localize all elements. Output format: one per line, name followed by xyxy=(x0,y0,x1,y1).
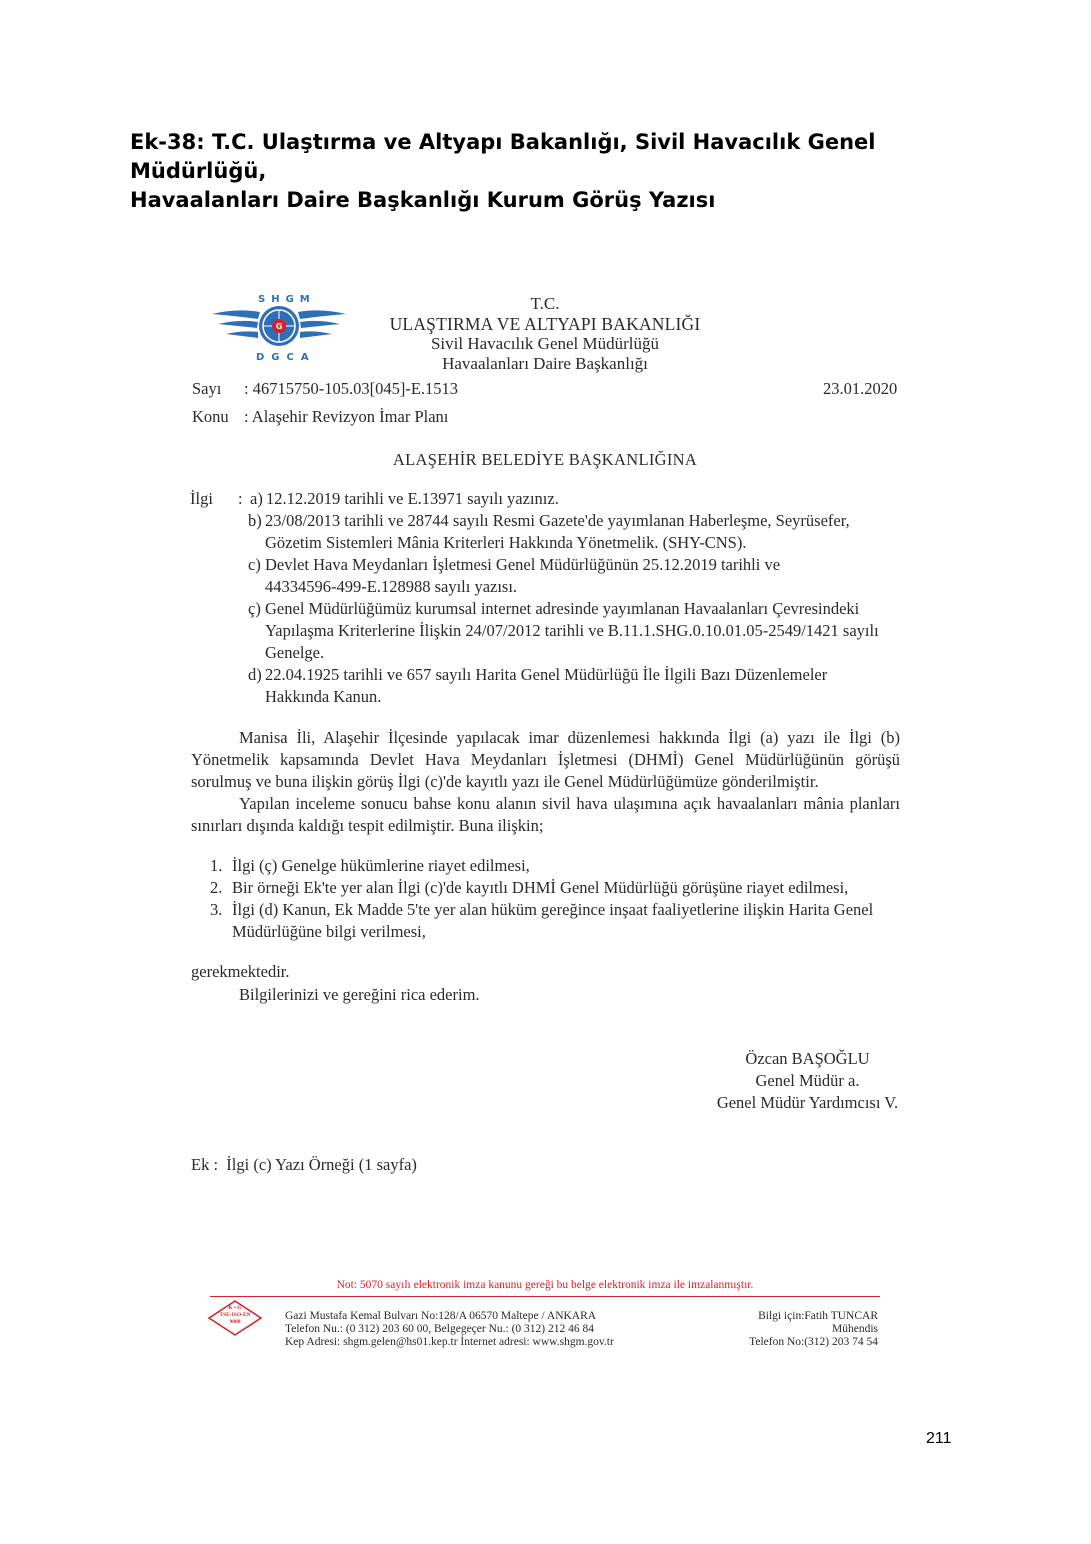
ilgi-references xyxy=(190,488,910,713)
body-p1-text: Manisa İli, Alaşehir İlçesinde yapılacak imar düzenlemesi hakkında İlgi (a) yazı ile İlgi (b) Yönetmelik kapsamında Devlet Hava Meydanları İşletmesi (DHMİ) Genel Müdürlüğünün görüşü sorulmuş ve buna ilişkin görüş İlgi (c)'de kayıtlı yazı ile Genel Müdürlüğümüze gönderilmiştir. xyxy=(191,728,900,791)
footer-kep: Kep Adresi: shgm.gelen@hs01.kep.tr İnternet adresi: www.shgm.gov.tr xyxy=(285,1336,614,1348)
list-text: İlgi (ç) Genelge hükümlerine riayet edilmesi, xyxy=(232,856,530,875)
footer-info-phone: Telefon No:(312) 203 74 54 xyxy=(749,1336,878,1348)
ilgi-marker-cc: ç) xyxy=(248,599,261,618)
org-line-3: Sivil Havacılık Genel Müdürlüğü xyxy=(430,334,660,353)
footer-info-role: Mühendis xyxy=(832,1323,878,1335)
footer-divider xyxy=(210,1296,880,1297)
ilgi-marker-d: d) xyxy=(248,665,262,684)
list-item xyxy=(210,855,910,877)
ilgi-cc-line-2: Yapılaşma Kriterlerine İlişkin 24/07/2012 tarihli ve B.11.1.SHG.0.10.01.05-2549/1421 sayılı xyxy=(265,621,879,640)
body-paragraph-2 xyxy=(191,793,900,837)
list-text: İlgi (d) Kanun, Ek Madde 5'te yer alan hüküm gereğince inşaat faaliyetlerine ilişkin Harita Genel Müdürlüğüne bilgi verilmesi, xyxy=(232,900,874,941)
stamp-line-1: K • G xyxy=(228,1305,242,1311)
footer-info-person: Bilgi için:Fatih TUNCAR xyxy=(758,1310,878,1322)
ilgi-c-line-1: Devlet Hava Meydanları İşletmesi Genel Müdürlüğünün 25.12.2019 tarihli ve xyxy=(265,555,781,574)
ilgi-colon: : xyxy=(238,489,243,508)
signatory-name: Özcan BAŞOĞLU xyxy=(745,1049,870,1068)
shgm-wings-logo-icon xyxy=(208,292,350,368)
attachment-note: Ek : İlgi (c) Yazı Örneği (1 sayfa) xyxy=(191,1155,417,1174)
closing-line-1: gerekmektedir. xyxy=(191,962,290,981)
footer-address: Gazi Mustafa Kemal Bulvarı No:128/A 06570 Maltepe / ANKARA xyxy=(285,1310,597,1322)
list-number: 3. xyxy=(210,900,223,919)
appendix-heading xyxy=(130,128,1010,215)
signature-block xyxy=(700,1048,915,1114)
list-number: 1. xyxy=(210,856,223,875)
konu-value: : Alaşehir Revizyon İmar Planı xyxy=(244,407,449,426)
ilgi-label: İlgi xyxy=(190,489,213,508)
footer-info xyxy=(700,1310,878,1349)
ilgi-cc-line-1: Genel Müdürlüğümüz kurumsal internet adresinde yayımlanan Havaalanları Çevresindeki xyxy=(265,599,860,618)
tse-iso-stamp-icon xyxy=(208,1300,262,1336)
ilgi-c-line-2: 44334596-499-E.128988 sayılı yazısı. xyxy=(265,577,518,596)
requirements-list xyxy=(210,855,910,943)
list-item xyxy=(210,877,910,899)
heading-line-1: Ek-38: T.C. Ulaştırma ve Altyapı Bakanlığı, Sivil Havacılık Genel Müdürlüğü, xyxy=(130,130,876,183)
ilgi-marker-b: b) xyxy=(248,511,262,530)
ilgi-cc-line-3: Genelge. xyxy=(265,643,325,662)
closing-line-2: Bilgilerinizi ve gereğini rica ederim. xyxy=(239,985,480,1004)
stamp-line-2: TSE-ISO-EN xyxy=(219,1312,251,1318)
body-paragraph-1 xyxy=(191,727,900,793)
sayi-value: : 46715750-105.03[045]-E.1513 xyxy=(244,379,459,398)
konu-label: Konu xyxy=(192,407,229,426)
ilgi-b-line-2: Gözetim Sistemleri Mânia Kriterleri Hakkında Yönetmelik. (SHY-CNS). xyxy=(265,533,747,552)
list-text: Bir örneği Ek'te yer alan İlgi (c)'de kayıtlı DHMİ Genel Müdürlüğü görüşüne riayet edilmesi, xyxy=(232,878,849,897)
org-line-4: Havaalanları Daire Başkanlığı xyxy=(442,354,648,373)
list-item xyxy=(210,899,910,943)
org-line-2: ULAŞTIRMA VE ALTYAPI BAKANLIĞI xyxy=(389,314,701,334)
signatory-title-1: Genel Müdür a. xyxy=(755,1071,860,1090)
ilgi-b-line-1: 23/08/2013 tarihli ve 28744 sayılı Resmi Gazete'de yayımlanan Haberleşme, Seyrüsefer, xyxy=(265,511,850,530)
list-number: 2. xyxy=(210,878,223,897)
svg-text:G: G xyxy=(275,322,283,331)
logo-bottom-text: DGCA xyxy=(256,352,316,363)
sayi-label: Sayı xyxy=(192,379,222,398)
addressee: ALAŞEHİR BELEDİYE BAŞKANLIĞINA xyxy=(392,450,698,469)
org-line-1: T.C. xyxy=(530,294,560,313)
logo-top-text: SHGM xyxy=(258,294,316,305)
body-p2-text: Yapılan inceleme sonucu bahse konu alanın sivil hava ulaşımına açık havaalanları mânia planları sınırları dışında kaldığı tespit edilmiştir. Buna ilişkin; xyxy=(191,794,900,835)
ilgi-d-line-1: 22.04.1925 tarihli ve 657 sayılı Harita Genel Müdürlüğü İle İlgili Bazı Düzenlemeler xyxy=(265,665,828,684)
page-number: 211 xyxy=(926,1430,952,1447)
heading-line-2: Havaalanları Daire Başkanlığı Kurum Görüş Yazısı xyxy=(130,188,716,212)
e-signature-note: Not: 5070 sayılı elektronik imza kanunu gereği bu belge elektronik imza ile imzalanmıştır. xyxy=(336,1279,754,1291)
ilgi-marker-c: c) xyxy=(248,555,261,574)
footer-phone: Telefon Nu.: (0 312) 203 60 00, Belgegeçer Nu.: (0 312) 212 46 84 xyxy=(285,1323,594,1335)
ilgi-d-line-2: Hakkında Kanun. xyxy=(265,687,382,706)
stamp-line-3: 9000 xyxy=(229,1319,241,1325)
document-date: 23.01.2020 xyxy=(823,379,898,398)
ilgi-marker-a: a) xyxy=(250,489,263,508)
ilgi-a-line-1: 12.12.2019 tarihli ve E.13971 sayılı yazınız. xyxy=(266,489,559,508)
organization-header xyxy=(380,294,710,374)
signatory-title-2: Genel Müdür Yardımcısı V. xyxy=(716,1093,899,1112)
footer-contact xyxy=(285,1310,614,1349)
